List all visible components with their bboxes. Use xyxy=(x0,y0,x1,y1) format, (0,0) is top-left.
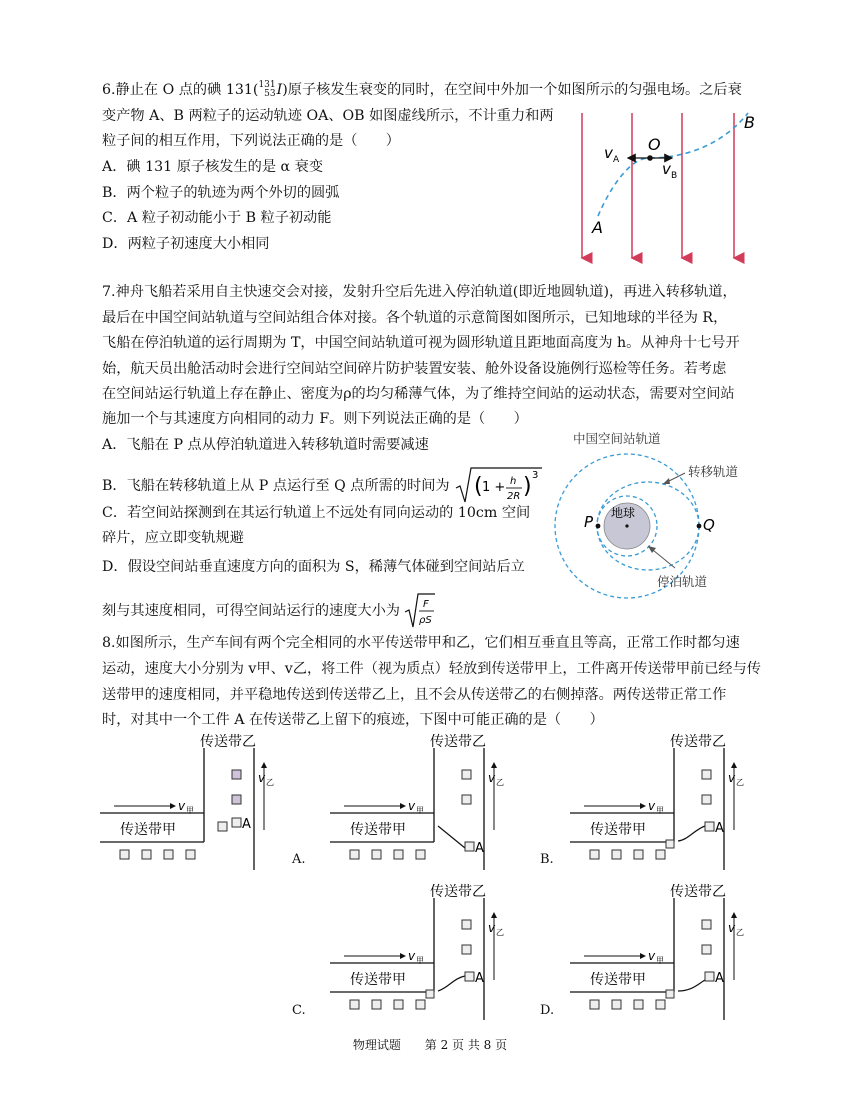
workpiece-A-label: A xyxy=(475,841,484,856)
workpiece-A-label: A xyxy=(242,817,251,832)
Q-label: Q xyxy=(703,516,715,534)
trace-line xyxy=(678,980,705,991)
vb-sub: 乙 xyxy=(496,778,504,787)
q8-line-4: 时，对其中一个工件 A 在传送带乙上留下的痕迹，下图中可能正确的是（ ） xyxy=(102,712,604,728)
workpiece-A xyxy=(232,818,241,827)
belt-a-label: 传送带甲 xyxy=(120,822,176,838)
workpiece xyxy=(702,945,711,954)
va-label: v xyxy=(178,799,186,813)
workpiece xyxy=(702,770,711,779)
workpiece xyxy=(232,795,241,804)
workpiece-A xyxy=(465,842,474,851)
option-letter-b: B. xyxy=(540,852,554,867)
va-sub: 甲 xyxy=(656,956,664,965)
trajectory-OA xyxy=(598,158,650,216)
svg-text:(: ( xyxy=(474,474,483,499)
belt-b-label: 传送带乙 xyxy=(670,734,726,750)
trace-line xyxy=(438,976,465,991)
workpiece xyxy=(462,920,471,929)
svg-text:ρS: ρS xyxy=(419,615,433,626)
park-orbit-label: 停泊轨道 xyxy=(657,574,708,589)
point-P xyxy=(596,524,601,529)
va-label: v xyxy=(408,799,416,813)
belt-b-label: 传送带乙 xyxy=(430,884,486,900)
va-label: v xyxy=(408,949,416,963)
workpiece xyxy=(120,850,129,859)
trace-line xyxy=(438,826,465,848)
conveyor-figure-b xyxy=(570,730,770,870)
workpiece xyxy=(394,1000,403,1009)
svg-text:2R: 2R xyxy=(507,491,521,502)
workpiece xyxy=(394,850,403,859)
va-sub: 甲 xyxy=(656,806,664,815)
q6-option-a: A．碘 131 原子核发生的是 α 衰变 xyxy=(102,159,324,175)
workpiece xyxy=(590,850,599,859)
workpiece xyxy=(186,850,195,859)
P-label: P xyxy=(584,513,594,531)
workpiece xyxy=(416,850,425,859)
option-letter-c: C. xyxy=(292,1003,306,1018)
workpiece-A xyxy=(465,972,474,981)
vb-label: v xyxy=(728,921,736,935)
vb-label: v xyxy=(728,771,736,785)
q7-line-6: 施加一个与其速度方向相同的动力 F。则下列说法正确的是（ ） xyxy=(102,411,528,427)
conveyor-figure-a xyxy=(330,730,530,870)
conveyor-figure-c xyxy=(330,880,530,1020)
workpiece xyxy=(372,850,381,859)
q8-line-1: 8.如图所示，生产车间有两个完全相同的水平传送带甲和乙，它们相互垂直且等高，正常工作时都匀速 xyxy=(102,635,740,651)
q7-line-3: 飞船在停泊轨道的运行周期为 T，中国空间站轨道可视为圆形轨道且距地面高度为 h。从神舟十七号开 xyxy=(102,335,740,351)
belt-b-label: 传送带乙 xyxy=(670,884,726,900)
vb-sub: 乙 xyxy=(496,928,504,937)
workpiece xyxy=(612,850,621,859)
svg-text:3: 3 xyxy=(532,470,539,481)
workpiece xyxy=(634,850,643,859)
optB-formula xyxy=(454,466,544,506)
footer-subject: 物理试题 xyxy=(352,1038,401,1052)
workpiece xyxy=(666,840,674,848)
workpiece-A-label: A xyxy=(475,971,484,986)
conveyor-diagram xyxy=(330,883,504,1020)
vb-sub: 乙 xyxy=(736,778,744,787)
optD-formula xyxy=(404,592,436,630)
va-label: v xyxy=(648,799,656,813)
workpiece xyxy=(232,770,241,779)
workpiece xyxy=(416,1000,425,1009)
workpiece-A xyxy=(705,972,714,981)
vb-label: v xyxy=(258,771,266,785)
conveyor-diagram xyxy=(100,733,274,870)
q7-option-d-2: 刻与其速度相同，可得空间站运行的速度大小为 F ρS xyxy=(102,592,436,630)
footer-page: 第 2 页 共 8 页 xyxy=(424,1038,508,1052)
workpiece xyxy=(666,990,674,998)
point-O xyxy=(647,155,653,161)
isotope-numbers: 131 53 xyxy=(258,80,276,99)
va-sub: 甲 xyxy=(416,956,424,965)
station-orbit-label: 中国空间站轨道 xyxy=(573,431,661,446)
vb-sub: 乙 xyxy=(266,778,274,787)
workpiece xyxy=(372,1000,381,1009)
transfer-orbit-label: 转移轨道 xyxy=(688,464,739,479)
q7-option-d-1: D．假设空间站垂直速度方向的面积为 S，稀薄气体碰到空间站后立 xyxy=(102,559,525,575)
trace-line xyxy=(678,826,705,841)
q7-option-a: A．飞船在 P 点从停泊轨道进入转移轨道时需要减速 xyxy=(102,437,429,453)
q7-line-4: 始，航天员出舱活动时会进行空间站空间碎片防护装置安装、舱外设备设施例行巡检等任务。若考虑 xyxy=(102,361,727,377)
conveyor-diagram xyxy=(570,733,744,870)
q7-orbit-figure xyxy=(545,428,775,608)
vA-label: v xyxy=(604,144,613,162)
point-Q xyxy=(697,524,702,529)
svg-text:): ) xyxy=(523,474,532,499)
earth-center xyxy=(625,524,628,527)
q8-line-3: 送带甲的速度相同，并平稳地传送到传送带乙上，且不会从传送带乙的右侧掉落。两传送带正常工作 xyxy=(102,687,727,703)
svg-text:h: h xyxy=(510,476,517,487)
workpiece-A-label: A xyxy=(715,971,724,986)
belt-b-label: 传送带乙 xyxy=(430,734,486,750)
belt-a-label: 传送带甲 xyxy=(350,822,406,838)
q6-line-1: 6.静止在 O 点的碘 131( 131 53 I)原子核发生衰变的同时，在空间中外加一个如图所示的匀强电场。之后衰 xyxy=(102,80,742,99)
vb-label: v xyxy=(488,921,496,935)
B-label: B xyxy=(744,113,755,132)
q7-option-c-1: C．若空间站探测到在其运行轨道上不远处有同向运动的 10cm 空间 xyxy=(102,505,531,521)
q7-line-5: 在空间站运行轨道上存在静止、密度为ρ的均匀稀薄气体，为了维持空间站的运动状态，需要对空间站 xyxy=(102,386,735,402)
q7-option-b: B．飞船在转移轨道上从 P 点运行至 Q 点所需的时间为 ( 1 + h 2R ) 3 xyxy=(102,466,544,506)
vb-label: v xyxy=(488,771,496,785)
workpiece xyxy=(462,945,471,954)
workpiece xyxy=(350,850,359,859)
svg-text:F: F xyxy=(423,599,430,610)
q7-option-c-2: 碎片，应立即变轨规避 xyxy=(102,530,244,546)
svg-text:1 +: 1 + xyxy=(482,480,506,495)
workpiece xyxy=(612,1000,621,1009)
workpiece xyxy=(218,822,227,831)
q6-option-d: D．两粒子初速度大小相同 xyxy=(102,236,270,252)
workpiece xyxy=(462,795,471,804)
workpiece xyxy=(350,1000,359,1009)
belt-a-label: 传送带甲 xyxy=(350,972,406,988)
belt-a-label: 传送带甲 xyxy=(590,972,646,988)
O-label: O xyxy=(648,135,661,154)
workpiece xyxy=(656,1000,665,1009)
q6-option-b: B．两个粒子的轨迹为两个外切的圆弧 xyxy=(102,185,340,201)
q6-option-c: C．A 粒子初动能小于 B 粒子初动能 xyxy=(102,210,332,226)
conveyor-diagram xyxy=(330,733,504,870)
q7-line-1: 7.神舟飞船若采用自主快速交会对接，发射升空后先进入停泊轨道(即近地圆轨道)，再进入转移轨道， xyxy=(102,284,737,300)
belt-a-label: 传送带甲 xyxy=(590,822,646,838)
vA-sub: A xyxy=(613,155,620,165)
option-letter-a: A. xyxy=(292,852,306,867)
workpiece xyxy=(702,795,711,804)
belt-b-label: 传送带乙 xyxy=(200,734,256,750)
q6-line-2: 变产物 A、B 两粒子的运动轨迹 OA、OB 如图虚线所示，不计重力和两 xyxy=(102,108,554,124)
page-footer xyxy=(0,1036,860,1053)
q8-line-2: 运动，速度大小分别为 v甲、v乙，将工件（视为质点）轻放到传送带甲上，工件离开传送带甲前已经与传 xyxy=(102,661,761,677)
va-sub: 甲 xyxy=(416,806,424,815)
workpiece xyxy=(426,990,434,998)
q7-line-2: 最后在中国空间站轨道与空间站组合体对接。各个轨道的示意简图如图所示，已知地球的半径为 R， xyxy=(102,310,728,326)
q6-line-3: 粒子间的相互作用，下列说法正确的是（ ） xyxy=(102,133,400,149)
vb-sub: 乙 xyxy=(736,928,744,937)
workpiece xyxy=(702,920,711,929)
workpiece xyxy=(656,850,665,859)
q6-field-figure xyxy=(570,108,770,268)
workpiece-A-label: A xyxy=(715,821,724,836)
A-label: A xyxy=(592,218,603,237)
workpiece-A xyxy=(705,822,714,831)
conveyor-figure-d xyxy=(570,880,770,1020)
va-label: v xyxy=(648,949,656,963)
conveyor-diagram xyxy=(570,883,744,1020)
workpiece xyxy=(164,850,173,859)
va-sub: 甲 xyxy=(186,806,194,815)
workpiece xyxy=(462,770,471,779)
workpiece xyxy=(634,1000,643,1009)
earth-label: 地球 xyxy=(611,506,636,520)
workpiece xyxy=(590,1000,599,1009)
vB-label: v xyxy=(662,160,671,178)
option-letter-d: D. xyxy=(540,1003,555,1018)
conveyor-figure-original xyxy=(100,730,300,870)
workpiece xyxy=(142,850,151,859)
vB-sub: B xyxy=(671,171,678,181)
